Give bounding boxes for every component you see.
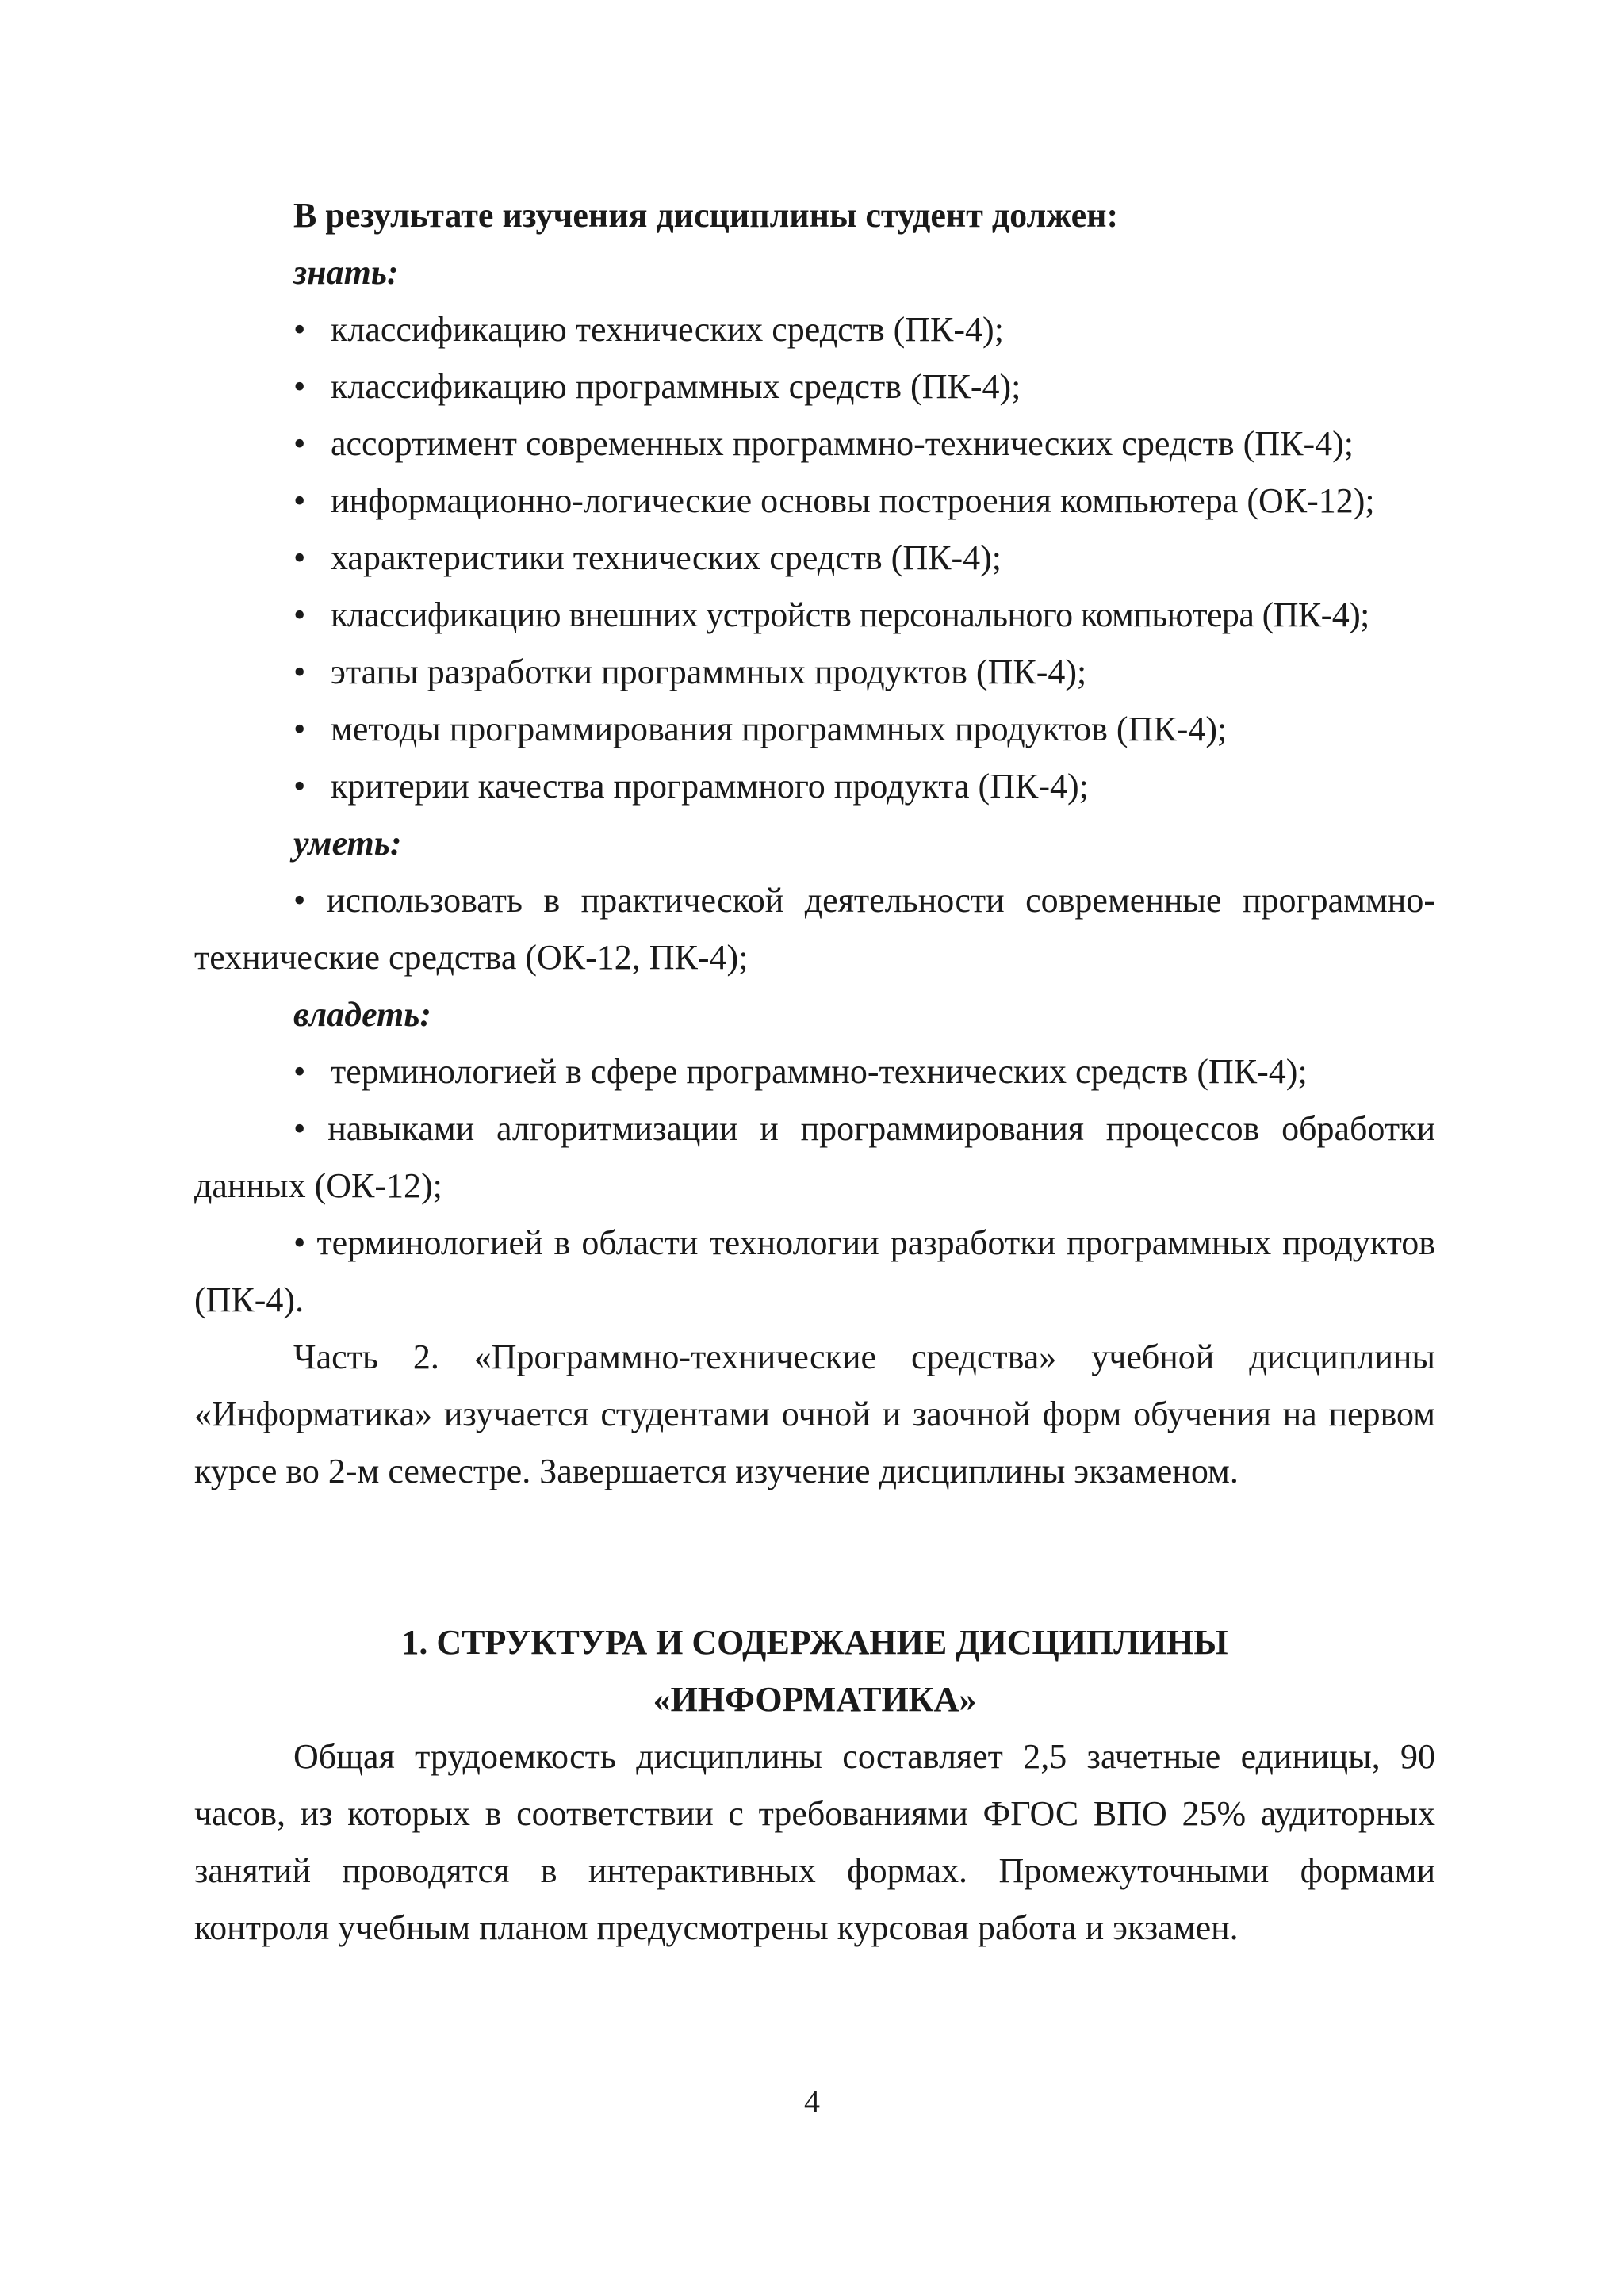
page-number: 4 [804,2084,820,2119]
bullet-icon: • [293,310,306,349]
section-paragraph: Общая трудоемкость дисциплины составляет 2,5 зачетные единицы, 90 часов, из которых в соответствии с требованиями ФГОС ВПО 25% аудиторных занятий проводятся в интерактивных формах. Промежуточными формами контроля учебным планом предусмотрены курсовая работа и экзамен. [194,1737,1435,1947]
list-item-text: терминологией в сфере программно-технических средств (ПК-4); [331,1052,1308,1091]
list-item [194,415,1435,473]
list-item-text: методы программирования программных продуктов (ПК-4); [331,710,1228,748]
section-title-line2: «ИНФОРМАТИКА» [653,1680,977,1719]
list-item-text: критерии качества программного продукта (ПК-4); [331,767,1089,806]
list-item-text: этапы разработки программных продуктов (ПК-4); [331,652,1087,691]
bullet-icon: • [293,538,306,577]
bullet-icon: • [293,767,306,806]
bullet-icon: • [293,1223,306,1262]
list-item [194,1043,1435,1100]
part-paragraph: Часть 2. «Программно-технические средства» учебной дисциплины «Информатика» изучается студентами очной и заочной форм обучения на первом курсе во 2-м семестре. Завершается изучение дисциплины экзаменом. [194,1337,1435,1490]
section-title-line1: 1. СТРУКТУРА И СОДЕРЖАНИЕ ДИСЦИПЛИНЫ [401,1623,1228,1662]
know-list [194,301,1435,815]
bullet-icon: • [293,1052,306,1091]
list-item [194,1100,1435,1215]
possess-label: владеть: [293,995,432,1034]
bullet-icon: • [293,881,306,920]
section-spacer [194,1500,1435,1614]
know-label: знать: [293,253,399,292]
list-item [194,701,1435,758]
list-item-text: классификацию внешних устройств персонального компьютера (ПК-4); [331,595,1369,634]
list-item-text: терминологией в области технологии разработки программных продуктов (ПК-4). [194,1223,1435,1319]
list-item-text: классификацию программных средств (ПК-4); [331,367,1021,406]
list-item [194,530,1435,587]
list-item [194,1215,1435,1329]
list-item [194,473,1435,530]
possess-list [194,1043,1435,1100]
bullet-icon: • [293,652,306,691]
list-item-text: ассортимент современных программно-технических средств (ПК-4); [331,424,1354,463]
bullet-icon: • [293,595,306,634]
list-item-text: информационно-логические основы построения компьютера (ОК-12); [331,481,1375,520]
list-item [194,758,1435,815]
intro-heading: В результате изучения дисциплины студент должен: [293,196,1119,235]
list-item-text: навыками алгоритмизации и программирования процессов обработки данных (ОК-12); [194,1109,1436,1205]
bullet-icon: • [293,710,306,748]
page-content [194,187,1435,1957]
list-item [194,587,1435,644]
list-item-text: использовать в практической деятельности современные программно-технические средства (ОК-12, ПК-4); [194,881,1435,977]
list-item-text: классификацию технических средств (ПК-4); [331,310,1004,349]
list-item [194,358,1435,415]
able-label: уметь: [293,824,402,863]
bullet-icon: • [293,367,306,406]
list-item [194,301,1435,358]
list-item-text: характеристики технических средств (ПК-4); [331,538,1002,577]
list-item [194,872,1435,986]
bullet-icon: • [293,481,306,520]
bullet-icon: • [293,424,306,463]
list-item [194,644,1435,701]
bullet-icon: • [293,1109,306,1148]
